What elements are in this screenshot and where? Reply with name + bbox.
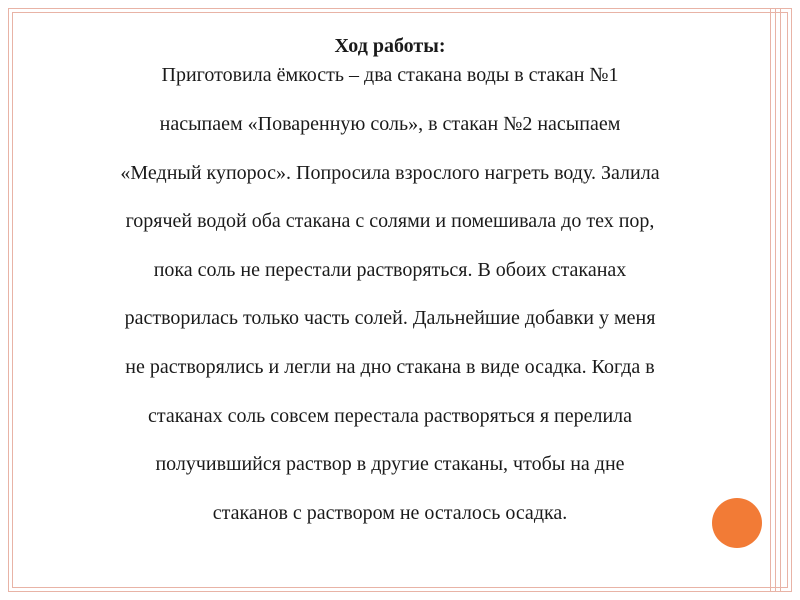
slide-title: Ход работы: bbox=[334, 35, 446, 57]
text-line: пока соль не перестали растворяться. В обоих стаканах bbox=[153, 258, 627, 281]
text-line: горячей водой оба стакана с солями и помешивала до тех пор, bbox=[125, 210, 655, 233]
text-line: растворилась только часть солей. Дальнейшие добавки у меня bbox=[124, 307, 656, 330]
text-line: стаканах соль совсем перестала растворяться я перелила bbox=[147, 404, 633, 427]
decorative-circle-icon bbox=[712, 498, 762, 548]
frame-stripe bbox=[780, 8, 781, 592]
text-line: насыпаем «Поваренную соль», в стакан №2 насыпаем bbox=[159, 113, 621, 135]
slide-content bbox=[30, 32, 750, 537]
text-line: получившийся раствор в другие стаканы, чтобы на дне bbox=[155, 453, 625, 476]
text-line: Приготовила ёмкость – два стакана воды в стакан №1 bbox=[161, 64, 619, 86]
frame-stripe bbox=[775, 8, 776, 592]
text-line: не растворялись и легли на дно стакана в виде осадка. Когда в bbox=[125, 355, 655, 378]
frame-stripe bbox=[770, 8, 771, 592]
text-line: стаканов с раствором не осталось осадка. bbox=[212, 501, 568, 524]
text-line: «Медный купорос». Попросила взрослого нагреть воду. Залила bbox=[120, 161, 660, 184]
